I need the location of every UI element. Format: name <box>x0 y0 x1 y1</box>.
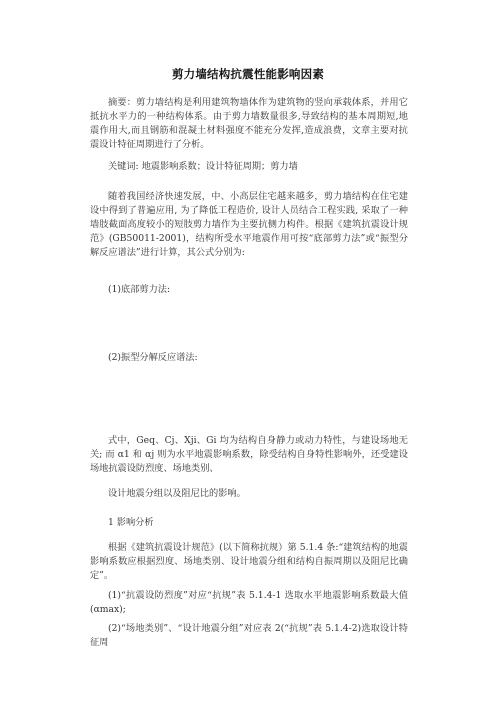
explanation-paragraph: 式中，Geq、Cj、Xji、Gi 均为结构自身静力或动力特性，与建设场地无关; 而 α1 和 αj 则为水平地震影响系数，除受结构自身特性影响外，还受建设场地抗震设防烈度、场地类别、 <box>90 435 408 474</box>
method-mode-decomposition-label: (2)振型分解反应谱法: <box>108 352 198 363</box>
document-title: 剪力墙结构抗震性能影响因素 <box>171 67 325 81</box>
explanation-continuation: 设计地震分组以及阻尼比的影响。 <box>108 488 246 499</box>
abstract-paragraph: 摘要：剪力墙结构是利用建筑物墙体作为建筑物的竖向承载体系，并用它抵抗水平力的一种结构体系。由于剪力墙数量很多,导致结构的基本周期短,地震作用大,而且钢筋和混凝土材料强度不能充分发挥,造成浪费，文章主要对抗震设计特征周期进行了分析。 <box>90 97 408 150</box>
intro-paragraph: 随着我国经济快速发展，中、小高层住宅越来越多，剪力墙结构在住宅建设中得到了普遍应用, 为了降低工程造价, 设计人员结合工程实践, 采取了一种墙肢截面高度较小的短肢剪力墙作为主要抗侧力构件。根据《建筑抗震设计规范》(GB50011-2001)，结构所受水平地震作用可按“底部剪力法”或“振型分解反应谱法”进行计算，其公式分别为: <box>90 191 408 258</box>
method-bottom-shear-label: (1)底部剪力法: <box>108 284 171 295</box>
formula-placeholder-1 <box>90 300 408 350</box>
formula-placeholder-2 <box>90 368 408 430</box>
keywords-line: 关键词: 地震影响系数；设计特征周期；剪力墙 <box>108 161 298 172</box>
list-item-2: (2)“场地类别”、“设计地震分组”对应表 2(“抗规”表 5.1.4-2)选取设计特征周 <box>90 623 408 648</box>
section-heading-1: 1 影响分析 <box>108 517 154 528</box>
list-item-1: (1)“抗震设防烈度”对应“抗规”表 5.1.4-1 选取水平地震影响系数最大值(αmax); <box>90 590 408 615</box>
section-1-body: 根据《建筑抗震设计规范》(以下简称抗规）第 5.1.4 条:“建筑结构的地震影响系数应根据烈度、场地类别、设计地震分组和结构自振周期以及阻尼比确定”。 <box>90 542 408 581</box>
